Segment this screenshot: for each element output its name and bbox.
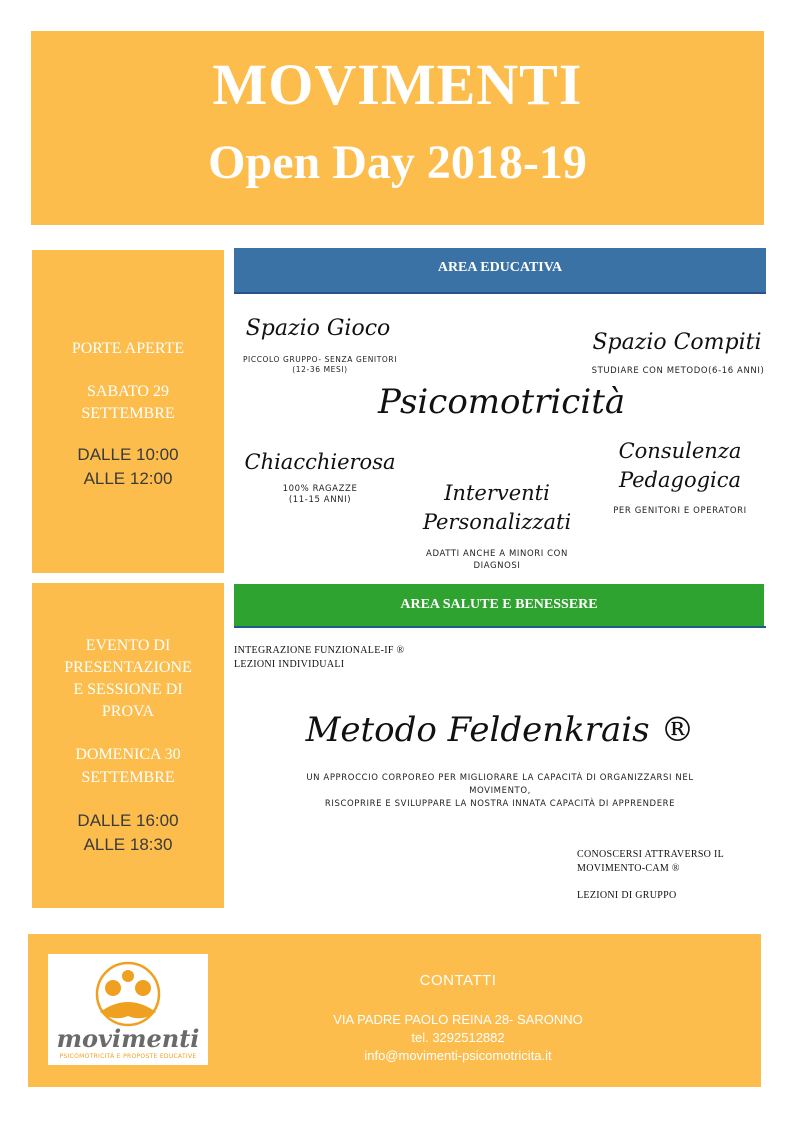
time-from: DALLE 10:00	[77, 445, 179, 464]
event-line-4: PROVA	[101, 703, 155, 720]
page-subtitle: Open Day 2018-19	[208, 136, 587, 189]
event-panel	[32, 583, 224, 908]
event-line-3: E SESSIONE DI	[73, 681, 183, 698]
porte-aperte-label: PORTE APERTE	[71, 340, 185, 357]
feldenkrais-heading: Metodo Feldenkrais ®	[305, 710, 695, 750]
time-to: ALLE 12:00	[83, 469, 173, 488]
contacts-title: CONTATTI	[419, 972, 497, 989]
consulenza-heading-2: Pedagogica	[618, 468, 742, 492]
event-date-month: SETTEMBRE	[81, 769, 175, 786]
interventi-heading-1: Interventi	[444, 481, 550, 505]
psicomotricita-heading: Psicomotricità	[378, 382, 626, 422]
consulenza-sub: PER GENITORI E OPERATORI	[613, 506, 747, 516]
divider	[234, 292, 766, 294]
contact-address: VIA PADRE PAOLO REINA 28- SARONNO	[333, 1012, 583, 1027]
contact-phone[interactable]: tel. 3292512882	[411, 1030, 505, 1045]
date-day: SABATO 29	[87, 383, 169, 400]
date-month: SETTEMBRE	[81, 405, 175, 422]
contact-email[interactable]: info@movimenti-psicomotricita.it	[364, 1048, 552, 1063]
logo-wordmark: movimenti	[56, 1024, 200, 1053]
cam-line-2: MOVIMENTO-CAM ®	[577, 863, 680, 874]
event-line-2: PRESENTAZIONE	[64, 659, 192, 676]
spazio-gioco-heading: Spazio Gioco	[245, 316, 391, 341]
area-educativa-bar: AREA EDUCATIVA	[234, 248, 766, 292]
logo	[48, 954, 208, 1065]
interventi-sub2: DIAGNOSI	[473, 561, 521, 571]
event-time-from: DALLE 16:00	[77, 811, 179, 830]
footer-contacts	[28, 934, 761, 1087]
spazio-gioco-sub2: (12-36 MESI)	[292, 365, 348, 374]
event-time-to: ALLE 18:30	[83, 835, 173, 854]
open-day-panel	[32, 250, 224, 573]
consulenza-heading-1: Consulenza	[618, 439, 742, 463]
chiacchierosa-sub1: 100% RAGAZZE	[282, 484, 358, 494]
feldenkrais-desc-1: UN APPROCCIO CORPOREO PER MIGLIORARE LA CAPACITÀ DI ORGANIZZARSI NEL	[306, 773, 694, 783]
spazio-gioco-sub1: PICCOLO GRUPPO- SENZA GENITORI	[242, 355, 398, 364]
chiacchierosa-sub2: (11-15 ANNI)	[288, 495, 352, 505]
interventi-heading-2: Personalizzati	[422, 510, 572, 534]
cam-line-1: CONOSCERSI ATTRAVERSO IL	[577, 849, 725, 860]
interventi-sub1: ADATTI ANCHE A MINORI CON	[426, 549, 568, 559]
spazio-compiti-sub: STUDIARE CON METODO(6-16 ANNI)	[591, 366, 765, 376]
header-banner	[31, 31, 764, 225]
if-line-1: INTEGRAZIONE FUNZIONALE-IF ®	[234, 645, 405, 656]
if-line-2: LEZIONI INDIVIDUALI	[234, 659, 345, 670]
feldenkrais-desc-2: MOVIMENTO,	[469, 786, 531, 796]
area-salute-bar: AREA SALUTE E BENESSERE	[234, 584, 764, 626]
divider	[234, 626, 766, 628]
chiacchierosa-heading: Chiacchierosa	[244, 450, 396, 474]
spazio-compiti-heading: Spazio Compiti	[592, 330, 762, 355]
event-date-day: DOMENICA 30	[75, 746, 181, 763]
page-title: MOVIMENTI	[212, 52, 583, 117]
cam-line-3: LEZIONI DI GRUPPO	[577, 890, 677, 901]
logo-tagline: PSICOMOTRICITÀ E PROPOSTE EDUCATIVE	[59, 1053, 197, 1060]
feldenkrais-desc-3: RISCOPRIRE E SVILUPPARE LA NOSTRA INNATA CAPACITÀ DI APPRENDERE	[324, 799, 676, 809]
event-line-1: EVENTO DI	[85, 637, 171, 654]
